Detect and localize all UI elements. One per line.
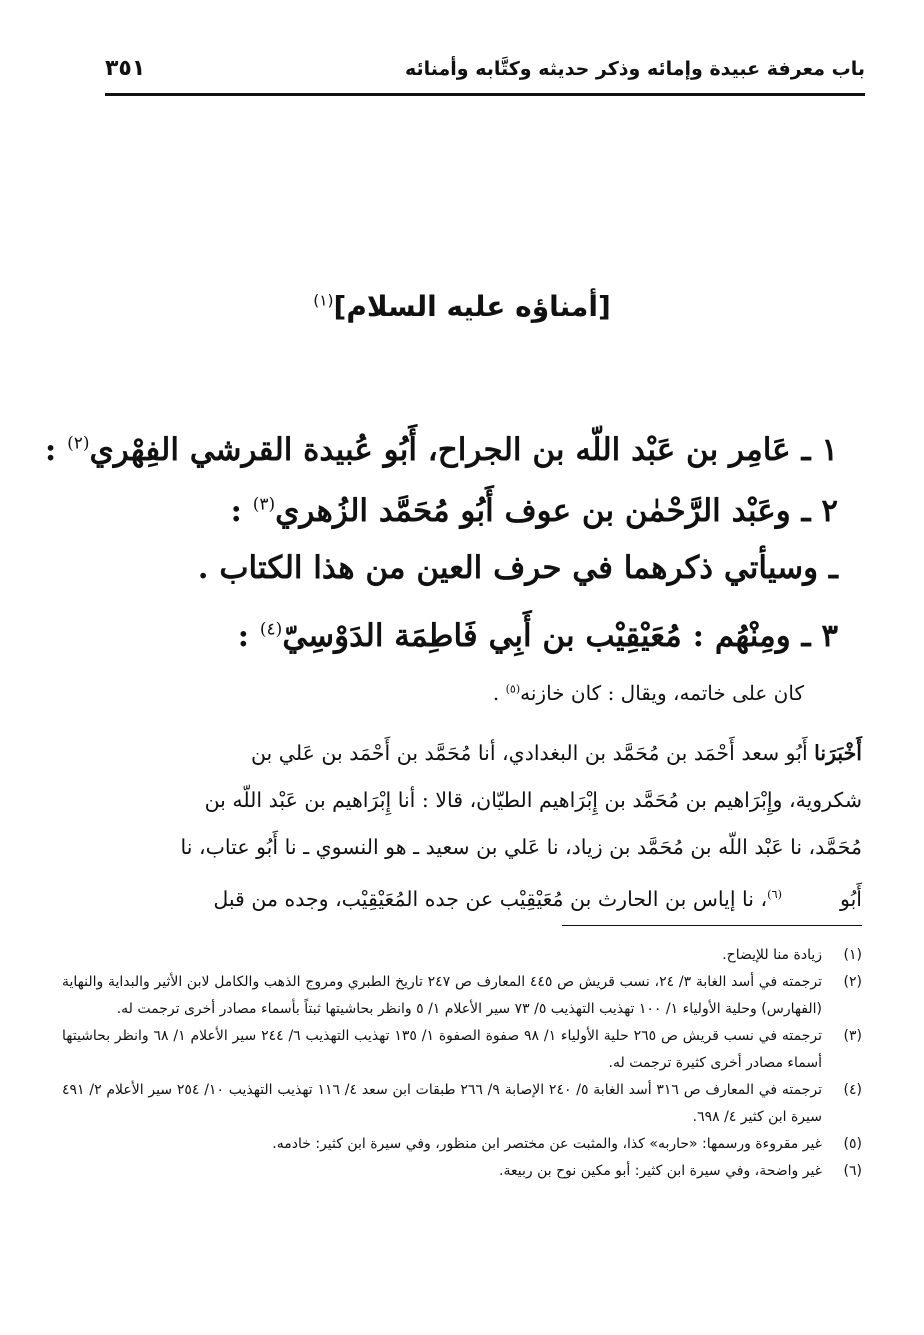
body-line-1-text: أَبُو سعد أَحْمَد بن مُحَمَّد بن البغدادي، أنا مُحَمَّد بن أَحْمَد بن عَلي بن: [250, 741, 815, 765]
header-rule: [105, 93, 865, 96]
footnotes: [62, 942, 862, 1185]
entry-tail: :: [44, 432, 68, 468]
body-line-4-rest: ، نا إياس بن الحارث بن مُعَيْقِيْب عن جده المُعَيْقِيْب، وجده من قبل: [213, 886, 768, 911]
body-line-3: مُحَمَّد، نا عَبْد اللّه بن مُحَمَّد بن زياد، نا عَلي بن سعيد ـ هو النسوي ـ نا أَبُو عتاب، نا: [180, 835, 862, 859]
entry-text: ٢ ـ وعَبْد الرَّحْمٰن بن عوف أَبُو مُحَمَّد الزُهري: [275, 493, 838, 529]
footnote-item: [62, 969, 862, 1023]
page-number: ٣٥١: [105, 56, 146, 81]
footnote-ref-3: (٣): [252, 494, 276, 515]
footnote-ref-2: (٢): [67, 433, 90, 454]
footnote-item: [62, 1077, 862, 1131]
body-line-4-start: أَبُو: [840, 886, 862, 911]
footnote-text: ترجمته في نسب قريش ص ٢٦٥ حلية الأولياء ١/ ٩٨ صفوة الصفوة ١/ ١٣٥ تهذيب التهذيب ٦/ ٢٤٤ سير الأعلام ١/ ٦٨ وانظر بحاشيتها أسماء مصادر أخرى كثيرة ترجمت له.: [62, 1028, 822, 1071]
footnote-text: زيادة منا للإيضاح.: [722, 947, 822, 963]
entry-text: ٣ ـ ومِنْهُم : مُعَيْقِيْب بن أَبِي فَاطِمَة الدَوْسِيّ: [282, 618, 838, 654]
footnote-item: [62, 1023, 862, 1077]
footnote-item: [62, 942, 862, 969]
section-heading: [0, 290, 924, 323]
footnote-text: ترجمته في المعارف ص ٣١٦ أسد الغابة ٥/ ٢٤٠ الإصابة ٩/ ٢٦٦ طبقات ابن سعد ٤/ ١١٦ تهذيب التهذيب ١٠/ ٢٥٤ سير الأعلام ٢/ ٤٩١ سيرة ابن كثير ٤/ ٦٩٨.: [62, 1082, 822, 1125]
body-line-2: شكروية، وإِبْرَاهيم بن مُحَمَّد بن إِبْرَاهيم الطيّان، قالا : أنا إِبْرَاهيم بن عَبْد اللّه بن: [204, 788, 862, 812]
footnote-number: (١): [843, 947, 862, 963]
footnote-item: [62, 1158, 862, 1185]
footnote-ref-1: (١): [313, 291, 334, 310]
footnote-number: (٦): [843, 1163, 862, 1179]
footnote-ref-5: (٥): [505, 682, 521, 696]
body-paragraph: [105, 730, 862, 923]
entry-detail-tail: .: [492, 681, 506, 705]
footnote-text: غير مقروءة ورسمها: «حاربه» كذا، والمثبت عن مختصر ابن منظور، وفي سيرة ابن كثير: خادمه.: [272, 1136, 822, 1152]
entry-tail: :: [230, 493, 253, 529]
footnote-number: (٥): [843, 1136, 862, 1152]
entry-text: ١ ـ عَامِر بن عَبْد اللّه بن الجراح، أَبُو عُبيدة القرشي الفِهْري: [89, 432, 838, 468]
entry-detail-line: [60, 681, 804, 705]
footnote-separator: [562, 925, 862, 926]
footnote-ref-6: (٦): [767, 888, 782, 901]
body-lead-word: أَخْبَرَنا: [814, 741, 862, 765]
entry-line-1: [44, 432, 838, 468]
running-header: [105, 52, 865, 92]
entry-detail-text: كان على خاتمه، ويقال : كان خازنه: [520, 681, 804, 705]
footnote-item: [62, 1131, 862, 1158]
entry-line-3: [60, 550, 838, 586]
entry-line-2: [60, 493, 838, 529]
footnote-text: ترجمته في أسد الغابة ٣/ ٢٤، نسب قريش ص ٤٤٥ المعارف ص ٢٤٧ تاريخ الطبري ومروج الذهب والكامل لابن الأثير والبداية والنهاية (الفهارس) وحلية الأولياء ١/ ١٠٠ تهذيب التهذيب ٥/ ٧٣ سير الأعلام ١/ ٥ وانظر بحاشيتها ثبتاً بأسماء مصادر أخرى ترجمت له.: [62, 974, 822, 1017]
body-line-4: [105, 871, 862, 923]
section-heading-text: [أمناؤه عليه السلام]: [333, 290, 611, 323]
footnote-number: (٣): [843, 1028, 862, 1044]
entry-tail: :: [237, 618, 260, 654]
footnote-ref-4: (٤): [259, 619, 283, 640]
footnote-number: (٢): [843, 974, 862, 990]
footnote-number: (٤): [843, 1082, 862, 1098]
footnote-text: غير واضحة، وفي سيرة ابن كثير: أبو مكين نوح بن ربيعة.: [499, 1163, 822, 1179]
body-line-1: [105, 730, 862, 777]
entry-text: ـ وسيأتي ذكرهما في حرف العين من هذا الكتاب .: [197, 550, 838, 586]
entry-line-4: [60, 618, 838, 654]
running-title: باب معرفة عبيدة وإمائه وذكر حديثه وكتَّابه وأمنائه: [404, 58, 865, 80]
